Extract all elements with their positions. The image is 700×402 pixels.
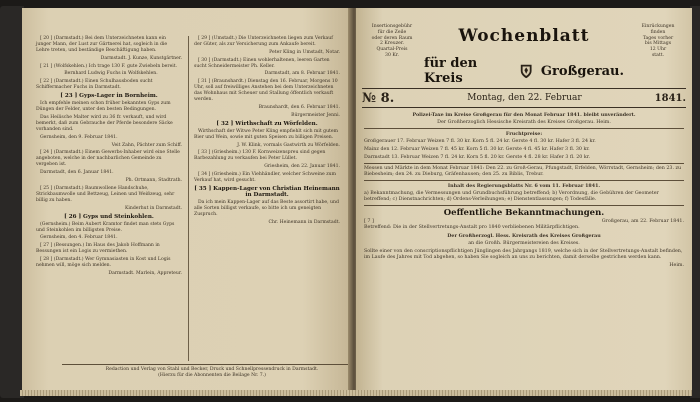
divider [364,128,684,129]
footer-line: Redaction und Verlag von Stahl und Becker, Druck und Schnellpressendruck in Darmstadt. [105,367,319,372]
col1-para: [ 24 ] (Darmstadt.) Einem Gewerbs-Inhaber wird eine Stelle angeboten, welche in der nachbarlichen Gemeinde zu vergeben ist. [36,150,180,168]
col2-heading: [ 32 ] Wirthschaft zu Wörfelden. [216,120,318,127]
regierungsblatt-heading: Inhalt des Regierungsblatts Nr. 6 vom 11. Februar 1841. [447,182,601,189]
tax-heading: Polizei-Taxe im Kreise Großgerau für den Monat Februar 1841. bleibt unverändert. [412,112,636,118]
col2-heading: [ 35 ] Kappen-Lager von Christian Heinemann in Darmstadt. [194,185,340,198]
footer-rule [62,364,352,365]
note-line: oder deren Raum [371,35,413,41]
column-rule [188,36,189,361]
newspaper-title: Wochenblatt [458,26,590,46]
notice-office: Der Großherzogl. Hess. Kreisrath des Kreises Großgerau [447,233,601,240]
coat-of-arms-icon [519,62,533,80]
col1-para: (Gernsheim.) Beim Aubert Kramtor findet man stets Gyps und Steinkohlen im billigsten Preise. [36,221,175,233]
footer-line: (Hierzu für die Abonnenten die Beilage Nr. 7.) [158,373,266,378]
official-notices-heading: Oeffentliche Bekanntmachungen. [443,208,605,219]
note-line: 2 Kreuzer. [380,41,404,47]
col1-para: [ 22 ] (Darmstadt.) Einen Schulhausboden sucht Schiffermacher Fuchs in Darmstadt. [36,79,153,91]
col2-para: [ 29 ] (Umstadt.) Die Unterzeichneten liegen zum Verkauf der Güter, als zur Versicherung zum Ankaufe bereit. [194,36,333,47]
col2-para: Da ich mein Kappen-Lager auf das Beste assortirt habe, und alle Sorten billigst verkaufe, so bitte ich um geneigten Zuspruch. [194,199,339,217]
fruit-heading: Fruchtpreise: [505,130,543,137]
col2-para: Wirthschaft der Witwe Peter Kling empfiehlt sich mit gutem Bier und Wein, sowie mit guten Speisen zu billigen Preisen. [194,128,338,140]
masthead [362,22,686,88]
right-page-content [364,112,684,271]
col1-para: [ 20 ] (Darmstadt.) Bei dem Unterzeichneten kann ein junger Mann, der Lust zur Gärtnerei hat, sogleich in die Lehre treten, und beständige Beschäftigung haben. [36,36,168,53]
regierungsblatt-text: a) Bekanntmachung, die Vermessungen und Grundbuchsführung betreffend; b) Verordnung, die Gebühren der Geometer betreffend; c) Dienstnachrichten; d) Ordens-Verleihungen; e) Dienstentlassungen; f) Todesfälle. [364,190,659,202]
col1-para: [ 27 ] (Bessungen.) Im Haus des Jakob Hoffmann in Bessungen ist ein Logis zu vermiethen. [36,243,160,255]
col1-para: Ph. Ortmann, Stadtrath. [125,177,182,183]
left-footer [62,362,352,379]
col1-heading: [ 26 ] Gyps und Steinkohlen. [64,213,154,220]
fruit-row: Mainz den 12. Februar Weizen 7 fl. 45 kr. Korn 5 fl. 30 kr. Gerste 4 fl. 45 kr. Hafer 3 fl. 30 kr. [364,146,590,152]
col1-para: Ich empfehle meinen schon früher bekannten Gyps zum Düngen der Felder, unter den besten Bedingungen. [36,101,171,113]
col1-para: Das Heilische Malter wird zu 36 fr. verkauft, und wird bemerkt, daß zum Gebrauche der Pferde besondere Säcke vorhanden sind. [36,114,173,132]
notice-body: Sollte einer von den conscriptionspflichtigen Jünglingen des Jahrgangs 1819, welche sich in der Stellvertretungs-Anstalt befinden, im Laufe des Jahres mit Tod abgehen, so haben Sie sogleich an uns zu berichten, damit derselbe gestrichen werden kann. [364,248,683,260]
col1-para: Kinderhut in Darmstadt. [125,205,182,211]
issue-date: Montag, den 22. Februar [467,93,582,103]
col2-para: Bürgermeister Jenni. [291,112,340,118]
note-line: Tages vorher [642,35,674,41]
col2-para: Peter Kling in Umstadt, Notar. [269,49,340,55]
subtitle-right: Großgerau. [540,63,624,79]
note-line: für die Zeile [377,29,407,35]
note-line: Insertionsgebühr [371,24,413,29]
book-cover-left [0,6,24,398]
note-line: bis Mittags [644,41,672,47]
page-edges [20,390,692,396]
note-line: Quartal-Preis [376,47,408,53]
notice-recipient: an die Großh. Bürgermeistereien des Kreises. [468,240,580,246]
notice-signature: Heim. [669,262,684,268]
fruit-row: Darmstadt 13. Februar Weizen 7 fl. 24 kr. Korn 5 fl. 20 kr. Gerste 4 fl. 28 kr. Hafer 3 fl. 20 kr. [364,154,591,160]
col1-para: Gernsheim, den 9. Februar 1841. [40,134,118,140]
notice-place-date: Großgerau, am 22. Februar 1841. [601,219,684,225]
col1-para: Bernhard Ludwig Fuchs in Wolfskehlen. [64,71,158,77]
newspaper-subtitle [424,56,624,86]
col2-para: [ 31 ] (Braunshardt.) Dienstag den 16. Februar, Morgens 10 Uhr, soll auf freiwilliges Anstehen bei dem Unterzeichneten das Wohnhaus mit Scheuer und Stallung öffentlich verkauft werden. [194,79,338,103]
col1-para: Gernsheim, den 4. Februar 1841. [40,235,118,241]
issue-year: 1841. [654,92,686,104]
right-page [356,8,692,392]
left-column-2 [194,36,340,228]
col1-para: Darmstadt. Marlein, Appreteur. [108,270,182,276]
col2-para: Darmstadt, am 8. Februar 1841. [264,71,340,77]
masthead-left-note [362,24,422,59]
col1-para: [ 25 ] (Darmstadt.) Baumwollene Handschuhe, Strickbaumwolle und Bettzeug, Leinen und Weißzeug, sehr billig zu haben. [36,185,175,203]
col1-para: Veit Zahn, Pächter zum Schiff. [111,142,182,148]
divider [364,180,684,181]
note-line: Einrückungen [641,24,675,29]
note-line: statt. [651,52,665,58]
left-page [22,8,352,392]
col2-para: Griesheim, den 22. Januar 1841. [264,164,340,170]
issue-line [362,88,686,108]
col2-para: J. W. Klink, vormals Gastwirth zu Wörfelden. [237,142,340,148]
tax-signature: Der Großherzoglich Hessische Kreisrath des Kreises Großgerau. Heim. [437,119,611,125]
note-line: 30 Kr. [385,52,399,58]
col1-para: Darmstadt, den 6. Januar 1841. [40,170,114,176]
note-line: finden [650,29,666,35]
divider [364,205,684,206]
col1-para: [ 28 ] (Darmstadt.) Wer Gymnasiasten in Kost und Logis nehmen will, möge sich melden. [36,256,171,268]
masthead-right-note [630,24,686,59]
issue-number: № 8. [362,90,395,106]
subtitle-left: für den Kreis [424,56,478,86]
note-line: 12 Uhr [649,47,667,53]
col2-para: Braunshardt, den 6. Februar 1841. [258,104,340,110]
col2-para: [ 33 ] (Griesheim.) 130 F. Kornweizenspreu sind gegen Barbezahlung zu verkaufen bei Peter Lüllet. [194,150,326,162]
col1-para: Darmstadt. J. Kunze, Kunstgärtner. [100,55,182,61]
col2-para: [ 34 ] (Griesheim.) Ein Viehhändler, welcher Schweine zum Verkauf hat, wird gesucht. [194,171,336,183]
divider [364,163,684,164]
col1-para: [ 21 ] (Wolfskehlen.) Ich trage 130 F. gute Zwiebeln bereit. [40,63,178,69]
col2-para: [ 30 ] (Darmstadt.) Einen wohlerhaltenen, leeren Garten sucht Schneidermeister Ph. Keller. [194,57,330,69]
markets-text: Messen und Märkte in dem Monat Februar 1841: Den 22. zu Groß-Gerau, Pfungstadt, Erfelden, Wörrstadt, Gernsheim; den 23. zu Biebesheim; den 24. zu Dieburg, Gräfenhausen; den 25. zu Biblis, Trebur. [364,165,682,177]
notice-number: [ 7 ] [364,219,374,225]
fruit-row: Großgerauer 17. Februar Weizen 7 fl. 30 kr. Korn 5 fl. 24 kr. Gerste 4 fl. 30 kr. Hafer 3 fl. 24 kr. [364,138,596,144]
notice-subject: Betreffend: Die in der Stellvertretungs-Anstalt pro 1840 verbliebenen Militärpflichtigen. [364,225,580,231]
col2-para: Chr. Heinemann in Darmstadt. [268,219,340,225]
left-column-1 [36,36,182,279]
col1-heading: [ 23 ] Gyps-Lager in Bornheim. [60,93,158,100]
